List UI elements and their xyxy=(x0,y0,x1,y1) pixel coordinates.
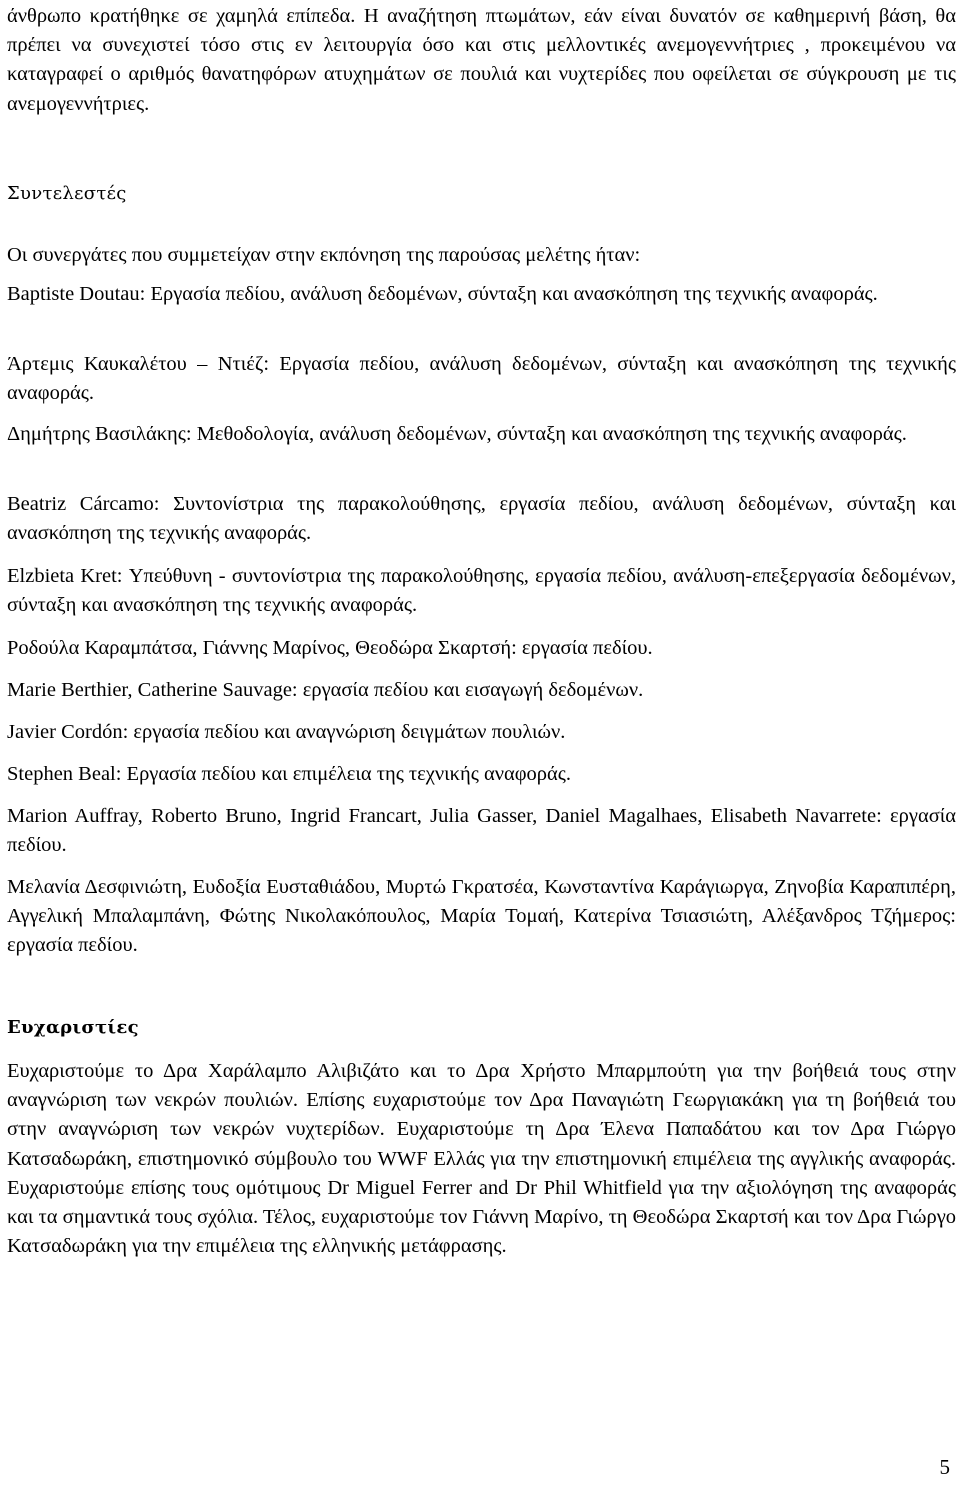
contributor-entry: Baptiste Doutau: Εργασία πεδίου, ανάλυση δεδομένων, σύνταξη και ανασκόπηση της τεχνικής αναφοράς. xyxy=(7,283,878,305)
contributor-entry: Ροδούλα Καραμπάτσα, Γιάννης Μαρίνος, Θεοδώρα Σκαρτσή: εργασία πεδίου. xyxy=(7,637,653,659)
intro-paragraph: άνθρωπο κρατήθηκε σε χαμηλά επίπεδα. Η αναζήτηση πτωμάτων, εάν είναι δυνατόν σε καθημερινή βάση, θα πρέπει να συνεχιστεί τόσο στις εν λειτουργία όσο και στις μελλοντικές ανεμογεννήτριες , προκειμένου να καταγραφεί ο αριθμός θανατηφόρων ατυχημάτων σε πουλιά και νυχτερίδες που οφείλεται σε σύγκρουση με τις ανεμογεννήτριες. xyxy=(7,5,956,115)
contributor-entry: Stephen Beal: Εργασία πεδίου και επιμέλεια της τεχνικής αναφοράς. xyxy=(7,763,572,785)
contributor-entry: Marie Berthier, Catherine Sauvage: εργασία πεδίου και εισαγωγή δεδομένων. xyxy=(7,679,644,701)
contributor-entry: Beatriz Cárcamo: Συντονίστρια της παρακολούθησης, εργασία πεδίου, ανάλυση δεδομένων, σύνταξη και ανασκόπηση της τεχνικής αναφοράς. xyxy=(7,493,956,545)
contributors-heading: Συντελεστές xyxy=(7,183,127,204)
contributor-entry: Elzbieta Kret: Υπεύθυνη - συντονίστρια της παρακολούθησης, εργασία πεδίου, ανάλυση-επεξεργασία δεδομένων, σύνταξη και ανασκόπηση της τεχνικής αναφοράς. xyxy=(7,565,956,617)
acknowledgements-paragraph: Ευχαριστούμε το Δρα Χαράλαμπο Αλιβιζάτο και το Δρα Χρήστο Μπαρμπούτη για την βοήθειά τους στην αναγνώριση των νεκρών πουλιών. Επίσης ευχαριστούμε τον Δρα Παναγιώτη Γεωργιακάκη για τη βοήθειά του στην αναγνώριση των νεκρών νυχτερίδων. Ευχαριστούμε τη Δρα Έλενα Παπαδάτου και τον Δρα Γιώργο Κατσαδωράκη, επιστημονικό σύμβουλο του WWF Ελλάς για την επιστημονική επιμέλεια της αγγλικής αναφοράς. Ευχαριστούμε επίσης τους ομότιμους Dr Miguel Ferrer and Dr Phil Whitfield για την αξιολόγηση της αναφοράς και τα σημαντικά τους σχόλια. Τέλος, ευχαριστούμε τον Γιάννη Μαρίνο, τη Θεοδώρα Σκαρτσή και τον Δρα Γιώργο Κατσαδωράκη για την επιμέλεια της ελληνικής μετάφρασης. xyxy=(7,1060,956,1258)
contributor-entry: Javier Cordón: εργασία πεδίου και αναγνώριση δειγμάτων πουλιών. xyxy=(7,721,566,743)
contributor-entry: Marion Auffray, Roberto Bruno, Ingrid Francart, Julia Gasser, Daniel Magalhaes, Elisabeth Navarrete: εργασία πεδίου. xyxy=(7,805,956,857)
contributors-intro: Οι συνεργάτες που συμμετείχαν στην εκπόνηση της παρούσας μελέτης ήταν: xyxy=(7,244,641,266)
page-number: 5 xyxy=(939,1455,950,1479)
contributor-entry: Μελανία Δεσφινιώτη, Ευδοξία Ευσταθιάδου, Μυρτώ Γκρατσέα, Κωνσταντίνα Καράγιωργα, Ζηνοβία Καραπιπέρη, Αγγελική Μπαλαμπάνη, Φώτης Νικολακόπουλος, Μαρία Τομαή, Κατερίνα Τσιασιώτη, Αλέξανδρος Τζήμερος: εργασία πεδίου. xyxy=(7,876,956,957)
acknowledgements-heading: Ευχαριστίες xyxy=(7,1017,139,1038)
contributor-entry: Δημήτρης Βασιλάκης: Μεθοδολογία, ανάλυση δεδομένων, σύνταξη και ανασκόπηση της τεχνικής αναφοράς. xyxy=(7,423,907,445)
contributor-entry: Άρτεμις Καυκαλέτου – Ντιέζ: Εργασία πεδίου, ανάλυση δεδομένων, σύνταξη και ανασκόπηση της τεχνικής αναφοράς. xyxy=(7,353,956,405)
